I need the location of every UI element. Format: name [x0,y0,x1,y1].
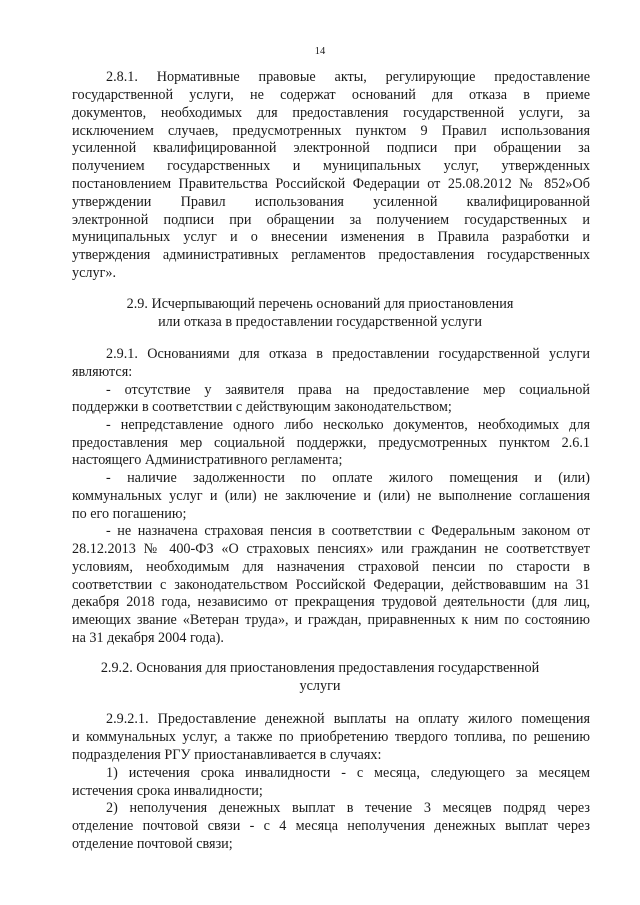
paragraph-line: утверждения административных регламентов предоставления государственных [72,247,590,263]
paragraph-line: подразделения РГУ приостанавливается в случаях: [72,747,382,763]
list-item-line: условиям, необходимым для назначения страховой пенсии по старости в [72,559,590,575]
paragraph-line: исключением случаев, предусмотренных пунктом 9 Правил использования [72,123,590,139]
list-item-line: - не назначена страховая пенсия в соответствии с Федеральным законом от [106,523,590,539]
list-item-line: отделение почтовой связи; [72,836,233,852]
list-item-line: соответствии с законодательством Российской Федерации, действовавшим на 31 [72,577,590,593]
paragraph-line: являются: [72,364,133,380]
paragraph-line: постановлением Правительства Российской Федерации от 25.08.2012 № 852»Об [72,176,590,192]
list-item-line: настоящего Административного регламента; [72,452,343,468]
list-item-line: истечения срока инвалидности; [72,783,263,799]
list-item-line: имеющих звание «Ветеран труда», и граждан, приравненных к ним по состоянию [72,612,590,628]
list-item-line: 1) истечения срока инвалидности - с месяца, следующего за месяцем [106,765,590,781]
paragraph-line: 2.9.2.1. Предоставление денежной выплаты на оплату жилого помещения [106,711,590,727]
paragraph-line: и коммунальных услуг, а также по приобретению твердого топлива, по решению [72,729,590,745]
page-number: 14 [314,46,326,57]
section-heading: 2.9. Исчерпывающий перечень оснований для приостановления [126,296,514,312]
list-item-line: поддержки в соответствии с действующим законодательством; [72,399,452,415]
list-item-line: - непредставление одного либо несколько документов, необходимых для [106,417,590,433]
paragraph-line: документов, необходимых для предоставления государственной услуги, за [72,105,590,121]
paragraph-line: 2.8.1. Нормативные правовые акты, регулирующие предоставление [106,69,590,85]
list-item-line: 2) неполучения денежных выплат в течение 3 месяцев подряд через [106,800,590,816]
paragraph-line: электронной подписи при обращении за получением государственных и [72,212,590,228]
section-heading: или отказа в предоставлении государственной услуги [158,314,482,330]
list-item-line: - отсутствие у заявителя права на предоставление мер социальной [106,382,590,398]
list-item-line: 28.12.2013 № 400-ФЗ «О страховых пенсиях» или гражданин не соответствует [72,541,590,557]
paragraph-line: услуг». [72,265,117,281]
list-item-line: - наличие задолженности по оплате жилого помещения и (или) [106,470,590,486]
paragraph-line: получением государственных и муниципальных услуг, утвержденных [72,158,590,174]
paragraph-line: 2.9.1. Основаниями для отказа в предоставлении государственной услуги [106,346,590,362]
section-heading: 2.9.2. Основания для приостановления предоставления государственной [100,660,540,676]
list-item-line: по его погашению; [72,506,187,522]
list-item-line: коммунальных услуг и (или) не заключение и (или) не выполнение соглашения [72,488,590,504]
paragraph-line: усиленной квалифицированной электронной подписи при обращении за [72,140,590,156]
paragraph-line: муниципальных услуг и о внесении изменения в Правила разработки и [72,229,590,245]
section-heading: услуги [299,678,341,694]
list-item-line: декабря 2018 года, независимо от прекращения трудовой деятельности (для лиц, [72,594,590,610]
list-item-line: на 31 декабря 2004 года). [72,630,224,646]
paragraph-line: государственной услуги, не содержат оснований для отказа в приеме [72,87,590,103]
list-item-line: предоставления мер социальной поддержки, предусмотренных пунктом 2.6.1 [72,435,590,451]
list-item-line: отделение почтовой связи - с 4 месяца неполучения денежных выплат через [72,818,590,834]
paragraph-line: утверждении Правил использования усиленной квалифицированной [72,194,590,210]
